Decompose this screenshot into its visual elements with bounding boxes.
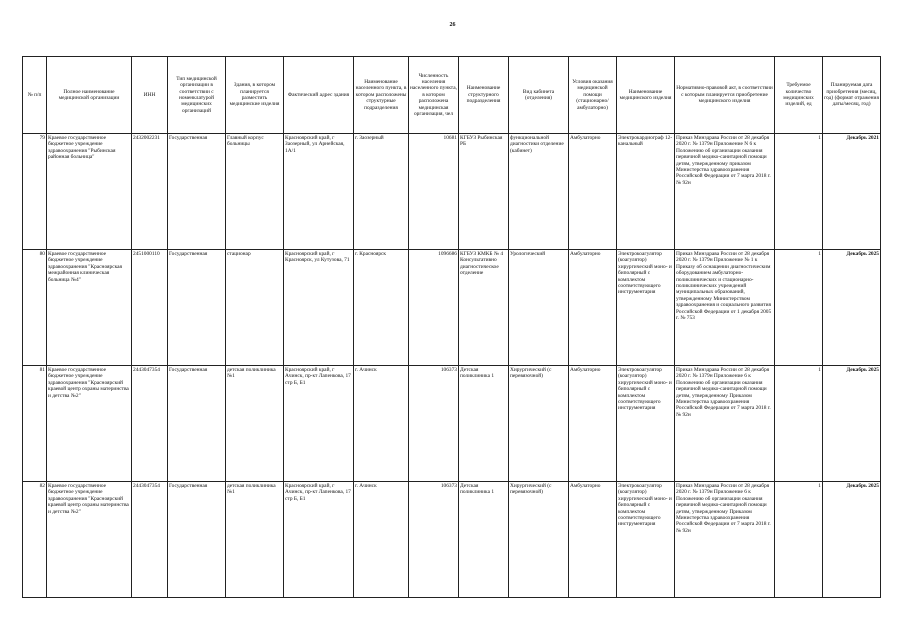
quantity: 1 — [775, 366, 823, 482]
table-row — [23, 134, 881, 250]
building: стационар — [226, 250, 284, 366]
subdivision: КГБУЗ Рыбинская РБ — [459, 134, 509, 250]
header-cell: Условия оказания медицинской помощи (стационарно/амбулаторно) — [569, 57, 617, 134]
org-type: Государственная — [168, 134, 226, 250]
address: Красноярский край, г Ачинск, пр-кт Лапенкова, 17 стр Б, Б1 — [284, 366, 354, 482]
cabinet: функциональной диагностики отделение (кабинет) — [509, 134, 569, 250]
conditions: Амбулаторно — [569, 134, 617, 250]
address: Красноярский край, г Красноярск, ул Кутузова, 71 — [284, 250, 354, 366]
org-name: Краевое государственное бюджетное учреждение здравоохранения "Рыбинская районная больница" — [47, 134, 132, 250]
medical-equipment-table — [22, 56, 881, 598]
org-type: Государственная — [168, 366, 226, 482]
inn: 2443047354 — [132, 366, 168, 482]
header-cell: Нормативно-правовой акт, в соответствии с которым планируется приобретение медицинского изделия — [675, 57, 775, 134]
page-number: 26 — [449, 22, 456, 28]
planned-date: Декабрь 2025 — [823, 366, 881, 482]
quantity: 1 — [775, 134, 823, 250]
cabinet: Урологический — [509, 250, 569, 366]
subdivision: Детская поликлиника 1 — [459, 366, 509, 482]
header-cell: ИНН — [132, 57, 168, 134]
population: 1096686 — [409, 250, 459, 366]
population: 106373 — [409, 366, 459, 482]
legal-act: Приказ Минздрава России от 28 декабря 2020 г. № 1379н Приложение 6 к Положению об организации оказания первичной медико-санитарной помощи детям, утвержденному Приказом Министерства здравоохранения Российской Федерации от 7 марта 2018 г. № 92н — [675, 366, 775, 482]
device: Электрокардиограф 12-канальный — [617, 134, 675, 250]
header-cell: Тип медицинской организации в соответствии с номенклатурой медицинских организаций — [168, 57, 226, 134]
locality: г. Ачинск — [354, 366, 409, 482]
planned-date: Декабрь 2021 — [823, 134, 881, 250]
legal-act: Приказ Минздрава России от 28 декабря 2020 г. № 1379н Приложение N 6 к Положению об организации оказания первичной медико-санитарной помощи детям, утвержденному приказом Министерства здравоохранения Российской Федерации от 7 марта 2018 г. № 92н — [675, 134, 775, 250]
conditions: Амбулаторно — [569, 250, 617, 366]
header-cell: Здания, в котором планируется разместить медицинские изделия — [226, 57, 284, 134]
subdivision: КГБУЗ КМКБ № 4 Консультативно диагностическое отделение — [459, 250, 509, 366]
conditions: Амбулаторно — [569, 482, 617, 598]
row-number: 80 — [23, 250, 47, 366]
table-header-row — [23, 57, 881, 134]
conditions: Амбулаторно — [569, 366, 617, 482]
header-cell: Численность населения населенного пункта, в котором расположена медицинская организация, чел — [409, 57, 459, 134]
header-cell: Требуемое количество медицинских изделий, ед — [775, 57, 823, 134]
row-number: 82 — [23, 482, 47, 598]
locality: г. Красноярск — [354, 250, 409, 366]
subdivision: Детская поликлиника 1 — [459, 482, 509, 598]
org-type: Государственная — [168, 250, 226, 366]
address: Красноярский край, г Ачинск, пр-кт Лапенкова, 17 стр Б, Б1 — [284, 482, 354, 598]
population: 10681 — [409, 134, 459, 250]
address: Красноярский край, г Заозерный, ул Арнейская, 1А/1 — [284, 134, 354, 250]
header-cell: Наименование медицинского изделия — [617, 57, 675, 134]
locality: г. Ачинск — [354, 482, 409, 598]
row-number: 81 — [23, 366, 47, 482]
header-cell: Наименование населенного пункта, в котором расположены структурные подразделения — [354, 57, 409, 134]
inn: 2432002231 — [132, 134, 168, 250]
header-cell: Фактический адрес здания — [284, 57, 354, 134]
table-row — [23, 250, 881, 366]
locality: г. Заозерный — [354, 134, 409, 250]
building: детская поликлиника №1 — [226, 366, 284, 482]
inn: 2443047354 — [132, 482, 168, 598]
legal-act: Приказ Минздрава России от 28 декабря 2020 г. № 1379н Приложение 6 к Положению об организации оказания первичной медико-санитарной помощи детям, утвержденному Приказом Министерства здравоохранения Российской Федерации от 7 марта 2018 г. № 92н — [675, 482, 775, 598]
building: Главный корпус больницы — [226, 134, 284, 250]
device: Электрокоагулятор (коагулятор) хирургический моно- и биполярный с комплектом соответствующего инструментария — [617, 366, 675, 482]
org-name: Краевое государственное бюджетное учреждение здравоохранения "Красноярский краевой центр охраны материнства и детства №2" — [47, 482, 132, 598]
planned-date: Декабрь 2025 — [823, 482, 881, 598]
org-name: Краевое государственное бюджетное учреждение здравоохранения "Красноярская межрайонная клиническая больница №4" — [47, 250, 132, 366]
quantity: 1 — [775, 482, 823, 598]
org-name: Краевое государственное бюджетное учреждение здравоохранения "Красноярский краевой центр охраны материнства и детства №2" — [47, 366, 132, 482]
org-type: Государственная — [168, 482, 226, 598]
row-number: 79 — [23, 134, 47, 250]
inn: 2451000110 — [132, 250, 168, 366]
header-cell: Вид кабинета (отделения) — [509, 57, 569, 134]
quantity: 1 — [775, 250, 823, 366]
header-cell: Наименование структурного подразделения — [459, 57, 509, 134]
cabinet: Хирургический (с перевязочной) — [509, 482, 569, 598]
table-row — [23, 366, 881, 482]
planned-date: Декабрь 2025 — [823, 250, 881, 366]
building: детская поликлиника №1 — [226, 482, 284, 598]
population: 106373 — [409, 482, 459, 598]
device: Электрокоагулятор (коагулятор) хирургический моно- и биполярный с комплектом соответствующего инструментария — [617, 482, 675, 598]
header-cell: Полное наименование медицинской организации — [47, 57, 132, 134]
device: Электрокоагулятор (коагулятор) хирургический моно- и биполярный с комплектом соответствующего инструментария — [617, 250, 675, 366]
table-row — [23, 482, 881, 598]
header-cell: № п/п — [23, 57, 47, 134]
cabinet: Хирургический (с перевязочной) — [509, 366, 569, 482]
legal-act: Приказ Минздрава России от 28 декабря 2020 г. № 1379н Приложение № 1 к Приказу об оснащении диагностическим оборудованием амбулаторно-поликлинических и стационарно-поликлинических учреждений муниципальных образований, утвержденному Министерством здравоохранения и социального развития Российской Федерации от 1 декабря 2005 г. № 753 — [675, 250, 775, 366]
header-cell: Планируемая дата приобретения (месяц, год) (формат отражения даты/месяц, год) — [823, 57, 881, 134]
